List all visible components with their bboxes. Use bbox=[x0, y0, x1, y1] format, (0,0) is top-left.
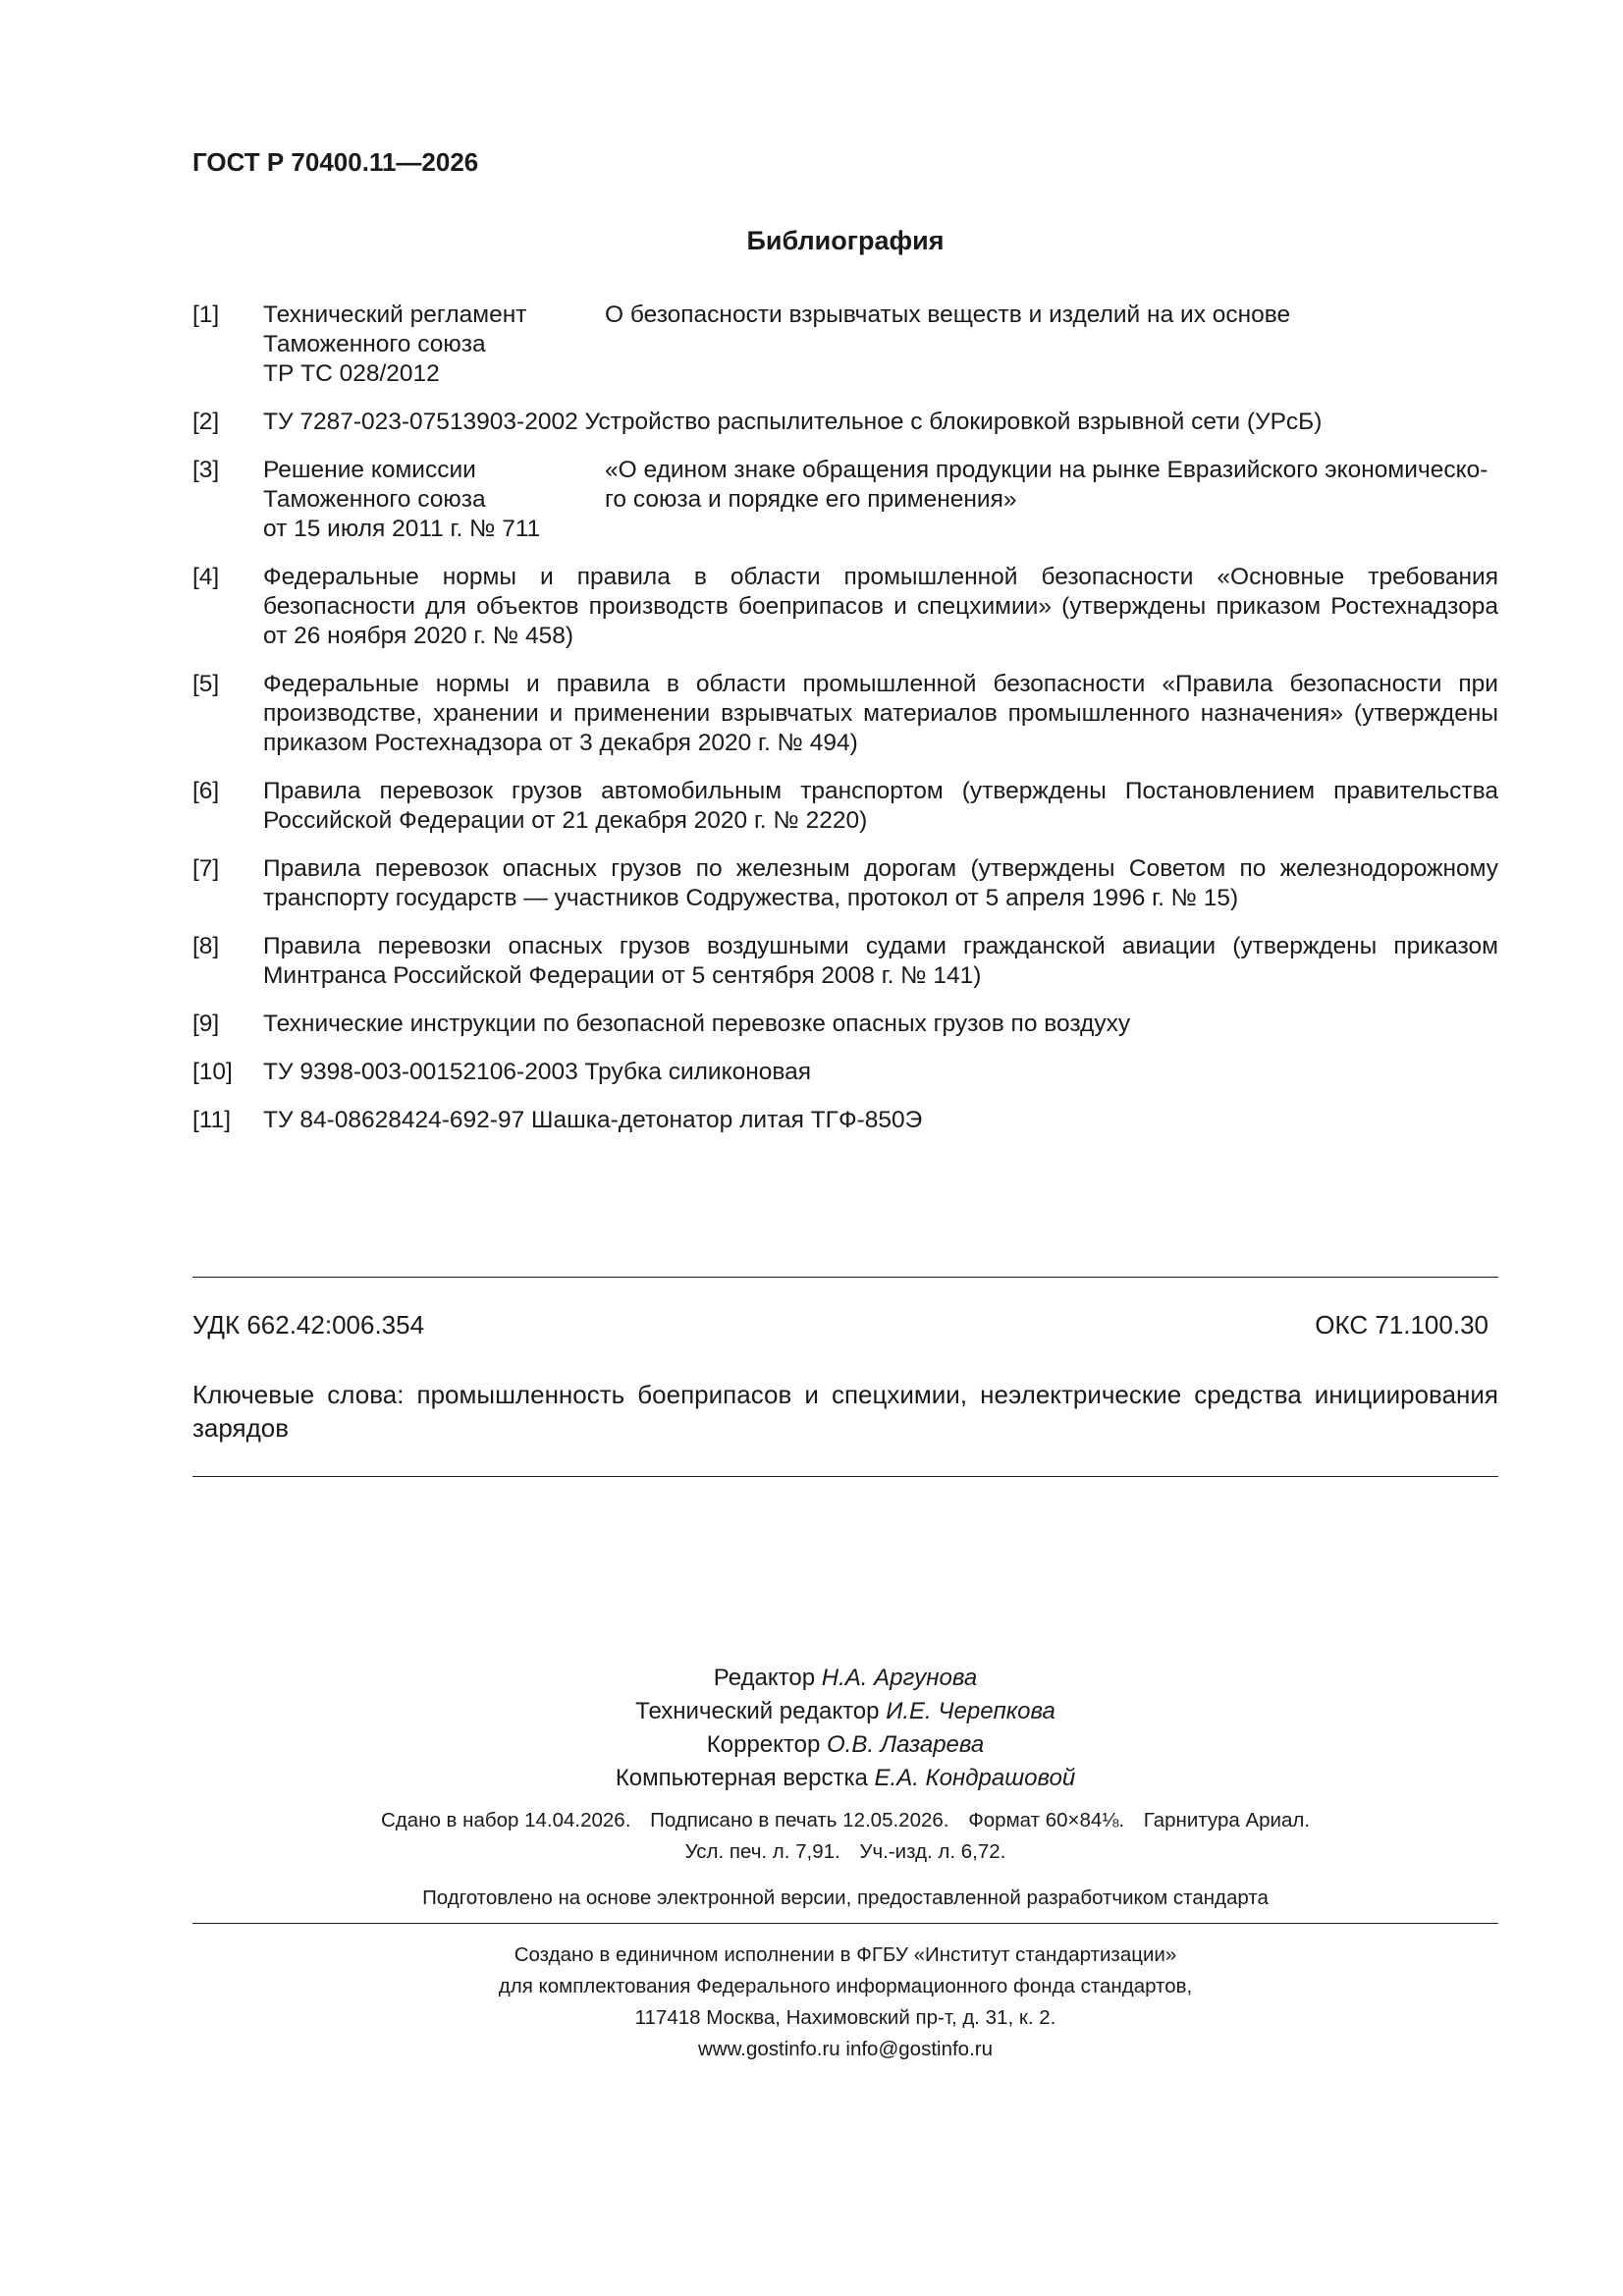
keywords: Ключевые слова: промышленность боеприпасов и спецхимии, неэлектрические средства инициирования зарядов bbox=[192, 1380, 1498, 1443]
section-title: Библиография bbox=[746, 226, 945, 255]
reference-number: [7] bbox=[192, 855, 220, 882]
reference-item bbox=[192, 1106, 1498, 1135]
document-code: ГОСТ Р 70400.11—2026 bbox=[192, 147, 479, 177]
reference-number: [3] bbox=[192, 457, 220, 483]
reference-number: [4] bbox=[192, 564, 220, 590]
reference-item bbox=[192, 301, 1498, 389]
publisher-info: Создано в единичном исполнении в ФГБУ «Институт стандартизации» для комплектования Федерального информационного фонда стандартов, 117418 Москва, Нахимовский пр-т, д. 31, к. 2. www.gostinfo.ru info@gostinfo.ru bbox=[192, 1940, 1498, 2065]
reference-item bbox=[192, 456, 1498, 544]
reference-text: ТУ 84-08628424-692-97 Шашка-детонатор литая ТГФ-850Э bbox=[263, 1107, 923, 1133]
contact-line bbox=[192, 2034, 1498, 2065]
imprint-line: Усл. печ. л. 7,91. Уч.-изд. л. 6,72. bbox=[684, 1840, 1006, 1863]
divider-top bbox=[192, 1277, 1498, 1278]
divider-keywords bbox=[192, 1476, 1498, 1477]
reference-item bbox=[192, 777, 1498, 836]
reference-number: [10] bbox=[192, 1059, 233, 1085]
website-link[interactable]: www.gostinfo.ru bbox=[698, 2038, 840, 2060]
udk-code: УДК 662.42:006.354 bbox=[192, 1310, 425, 1339]
staff-line: Корректор О.В. Лазарева bbox=[706, 1731, 985, 1758]
reference-item bbox=[192, 854, 1498, 913]
reference-text: Технические инструкции по безопасной перевозке опасных грузов по воздуху bbox=[263, 1011, 1131, 1037]
reference-text: ТУ 7287-023-07513903-2002 Устройство распылительное с блокировкой взрывной сети (УРсБ) bbox=[263, 409, 1323, 435]
imprint-line: Сдано в набор 14.04.2026. Подписано в печать 12.05.2026. Формат 60×84⅛. Гарнитура Ариал. bbox=[380, 1809, 1311, 1831]
reference-number: [6] bbox=[192, 778, 220, 804]
bibliography-list bbox=[192, 301, 1498, 1154]
staff-line: Компьютерная верстка Е.А. Кондрашовой bbox=[615, 1765, 1076, 1791]
reference-item bbox=[192, 408, 1498, 437]
reference-number: [8] bbox=[192, 933, 220, 959]
reference-item bbox=[192, 670, 1498, 758]
reference-text: Правила перевозки опасных грузов воздушными судами гражданской авиации (утверждены приказом Минтранса Российской Федерации от 5 сентября 2008 г. № 141) bbox=[263, 933, 1498, 989]
reference-item bbox=[192, 563, 1498, 651]
reference-title: «О едином знаке обращения продукции на рынке Евразийского экономическо- го союза и порядке его применения» bbox=[605, 457, 1488, 513]
prepared-note: Подготовлено на основе электронной версии, предоставленной разработчиком стандарта bbox=[422, 1886, 1269, 1909]
reference-source: Технический регламент Таможенного союза ТР ТС 028/2012 bbox=[263, 301, 527, 387]
imprint-details bbox=[192, 1805, 1498, 1868]
reference-number: [1] bbox=[192, 301, 220, 328]
divider-bottom bbox=[192, 1923, 1498, 1924]
reference-text: Федеральные нормы и правила в области промышленной безопасности «Правила безопасности при производстве, хранении и применении взрывчатых материалов промышленного назначения» (утверждены приказом Ростехнадзора от 3 декабря 2020 г. № 494) bbox=[263, 671, 1498, 756]
staff-line: Технический редактор И.Е. Черепкова bbox=[635, 1698, 1055, 1724]
reference-number: [9] bbox=[192, 1011, 220, 1037]
reference-text: Правила перевозок грузов автомобильным транспортом (утверждены Постановлением правительства Российской Федерации от 21 декабря 2020 г. № 2220) bbox=[263, 778, 1498, 834]
reference-number: [5] bbox=[192, 671, 220, 697]
reference-number: [11] bbox=[192, 1107, 232, 1133]
reference-item bbox=[192, 1010, 1498, 1039]
email-link[interactable]: info@gostinfo.ru bbox=[845, 2038, 993, 2060]
reference-text: Федеральные нормы и правила в области промышленной безопасности «Основные требования безопасности для объектов производств боеприпасов и спецхимии» (утверждены приказом Ростехнадзора от 26 ноября 2020 г. № 458) bbox=[263, 564, 1498, 649]
reference-number: [2] bbox=[192, 409, 220, 435]
staff-line: Редактор Н.А. Аргунова bbox=[713, 1665, 978, 1691]
reference-item bbox=[192, 1058, 1498, 1087]
reference-text: Правила перевозок опасных грузов по железным дорогам (утверждены Советом по железнодорожному транспорту государств — участников Содружества, протокол от 5 апреля 1996 г. № 15) bbox=[263, 855, 1498, 911]
reference-title: О безопасности взрывчатых веществ и изделий на их основе bbox=[605, 301, 1291, 328]
staff-credits bbox=[192, 1662, 1498, 1795]
reference-text: ТУ 9398-003-00152106-2003 Трубка силиконовая bbox=[263, 1059, 812, 1085]
reference-source: Решение комиссии Таможенного союза от 15 июля 2011 г. № 711 bbox=[263, 457, 541, 542]
oks-code: ОКС 71.100.30 bbox=[1315, 1310, 1488, 1339]
reference-item bbox=[192, 932, 1498, 991]
